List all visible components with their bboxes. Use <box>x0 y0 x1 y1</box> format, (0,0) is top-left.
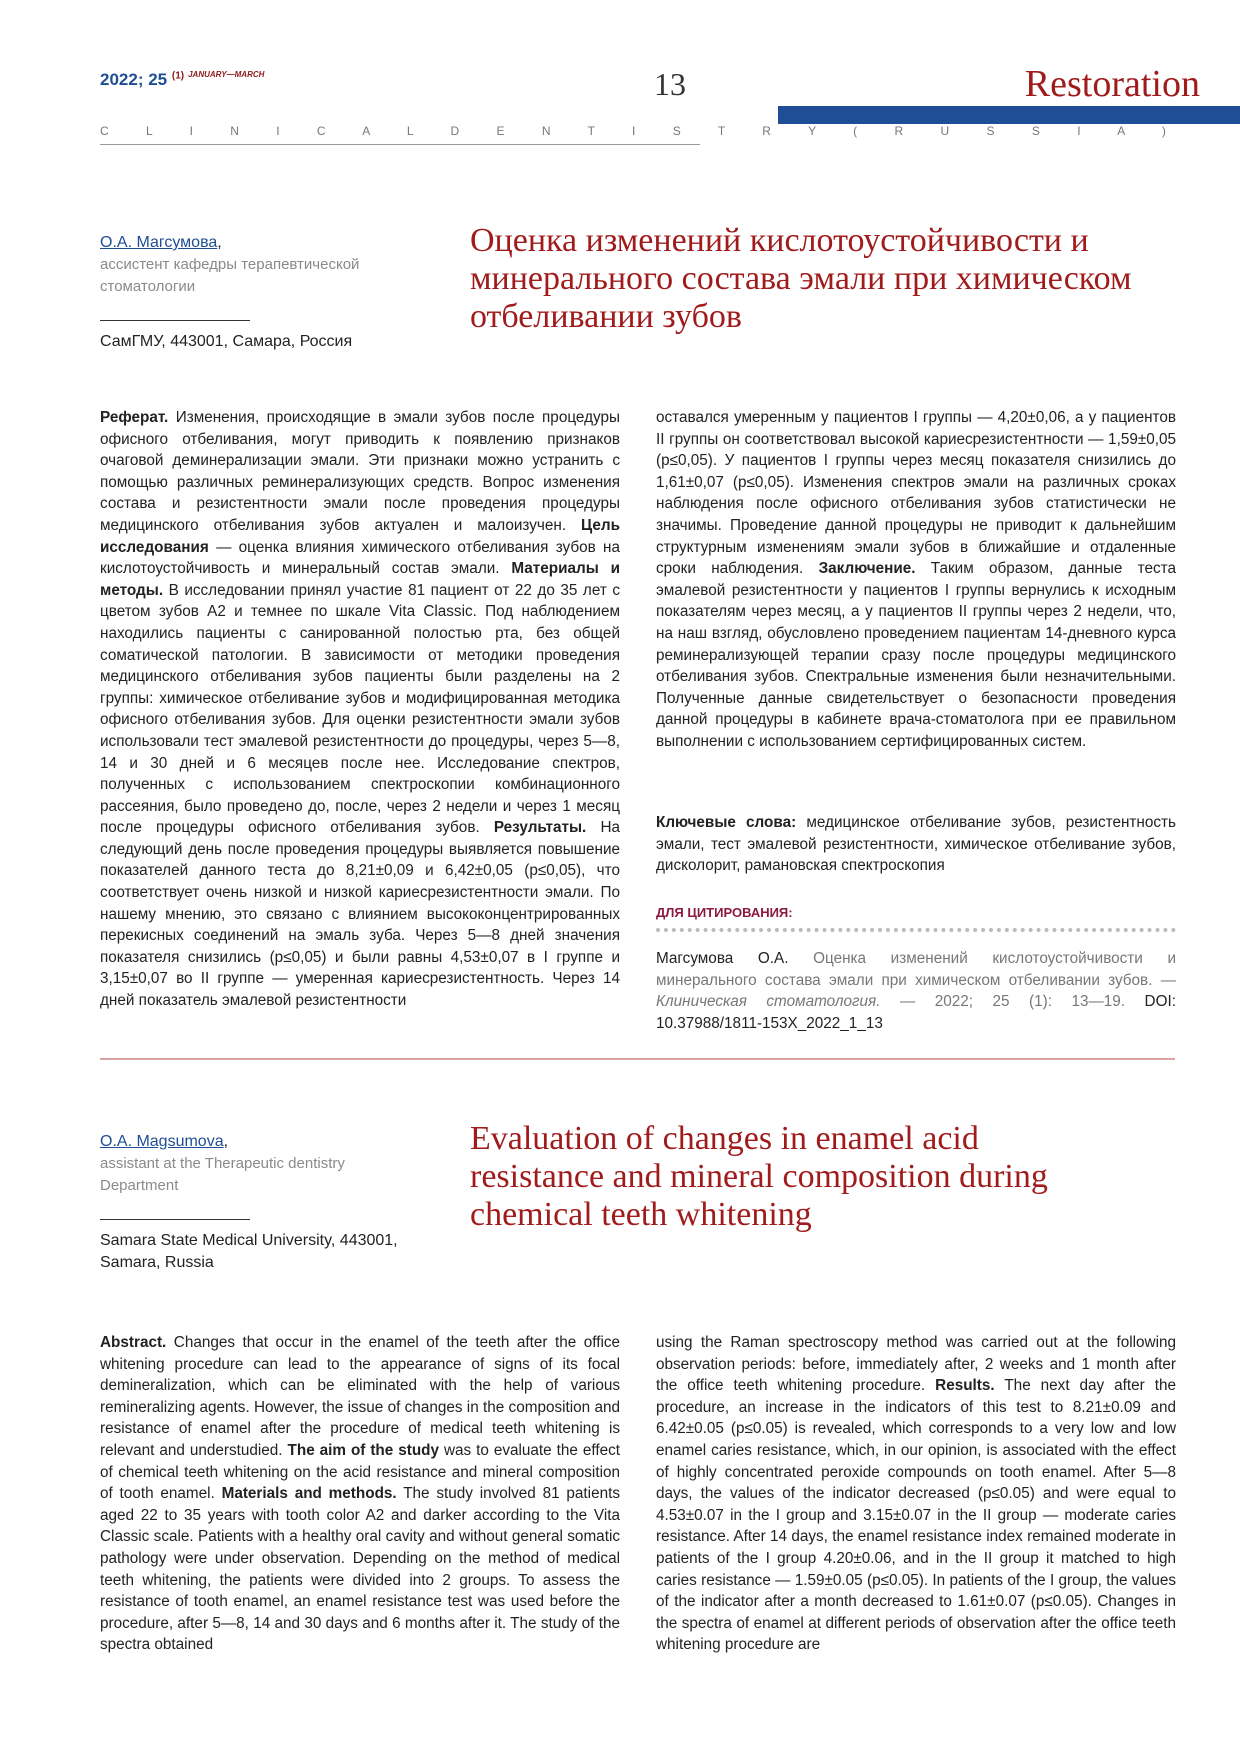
issue-info <box>100 70 264 90</box>
title-en: Evaluation of changes in enamel acid resistance and mineral composition during chemical teeth whitening <box>470 1120 1048 1233</box>
bold-heading: Заключение. <box>818 560 916 578</box>
abstract-text: The next day after the procedure, an increase in the indicators of this test to 8.21±0.09 and 6.42±0.05 (p≤0.05) is revealed, which corresponds to a very low and low enamel caries resistance, which, in our opinion, is associated with the effect of highly concentrated peroxide compounds on tooth enamel. After 5—8 days, the values of the indicator decreased (p≤0.05) and were equal to 4.53±0.07 in the I group and 3.15±0.07 in the II group — moderate caries resistance. After 14 days, the enamel resistance index remained moderate in patients of the I group 4.20±0.06, and in the II group it matched to high caries resistance — 1.59±0.05 (p≤0.05). In patients of the I group, the values of the indicator after a month decreased to 1.61±0.07 (p≤0.05). Changes in the spectra of enamel at different periods of observation after the office teeth whitening procedure are <box>656 1377 1176 1654</box>
cite-dots <box>656 928 1176 932</box>
cite-author: Магсумова О.А. <box>656 950 789 967</box>
bold-heading: Materials and methods. <box>221 1485 397 1503</box>
abstract-text: using the Raman spectroscopy method was carried out at the following observation periods: before, immediately after, 2 weeks and 1 month after the office teeth whitening procedure. <box>656 1334 1176 1395</box>
author-link-ru[interactable]: О.А. Магсумова <box>100 234 218 251</box>
bold-heading: Abstract. <box>100 1334 167 1351</box>
bold-heading: Результаты. <box>493 819 587 837</box>
abstract-en-left <box>100 1332 620 1656</box>
abstract-text: was to evaluate the effect of chemical teeth whitening on the acid resistance and mineral composition of tooth enamel. <box>100 1441 620 1503</box>
bold-heading: Цель исследования <box>100 516 620 556</box>
author-block-en: O.A. Magsumova, assistant at the Therapeutic dentistry Department Samara State Medical University, 443001, Samara, Russia <box>100 1131 400 1274</box>
abstract-text: Изменения, происходящие в эмали зубов после процедуры офисного отбеливания, могут приводить к появлению признаков очаговой деминерализации эмали. Эти признаки можно устранить с помощью различных реминерализующих средств. Вопрос изменения состава и резистентности эмали после проведения процедуры медицинского отбеливания зубов актуален и малоизучен. <box>100 409 620 534</box>
citation <box>656 948 1176 1034</box>
abstract-text: — оценка влияния химического отбеливания зубов на кислотоустойчивость и минеральный состав эмали. <box>100 538 620 578</box>
abstract-text: оставался умеренным у пациентов I группы — 4,20±0,06, а у пациентов II группы он соответствовал высокой кариесрезистентности — 1,59±0,05 (p≤0,05). У пациентов I группы через месяц показателя снизились до 1,61±0,07 (p≤0,05). Изменения спектров эмали на различных сроках наблюдения после офисного отбеливания зубов статистически не значимы. Проведение данной процедуры не приводит к дальнейшим структурным изменениям эмали зубов в ближайшие и отдаленные сроки наблюдения. <box>656 409 1176 578</box>
author-separator-en <box>100 1219 250 1220</box>
issue-number: 2022; 25 <box>100 70 168 89</box>
abstract-text: В исследовании принял участие 81 пациент от 22 до 35 лет с цветом зубов A2 и темнее по шкале Vita Classic. Под наблюдением находились пациенты с санированной полостью рта, без общей соматической патологии. В зависимости от методики проведения медицинского отбеливания зубов пациенты были разделены на 2 группы: химическое отбеливание зубов и модифицированная методика офисного отбеливания зубов. Для оценки резистентности эмали зубов использовали тест эмалевой резистентности до процедуры, через 5—8, 14 и 30 дней и 6 месяцев после нее. Исследование спектров, полученных с использованием спектроскопии комбинационного рассеяния, было проведено до, после, через 2 недели и через 1 месяц после процедуры офисного отбеливания зубов. <box>100 581 620 837</box>
section-bar <box>778 106 1240 124</box>
abstract-text: Changes that occur in the enamel of the teeth after the office whitening procedure can lead to the appearance of signs of its focal demineralization, which can be eliminated with the help of various remineralizing agents. However, the issue of changes in the composition and resistance of enamel after the procedure of medical teeth whitening is relevant and understudied. <box>100 1334 620 1459</box>
keywords-ru <box>656 812 1176 877</box>
section-divider <box>100 1058 1175 1060</box>
author-org-ru: СамГМУ, 443001, Самара, Россия <box>100 333 353 350</box>
bold-heading: The aim of the study <box>287 1441 440 1459</box>
author-separator-ru <box>100 320 250 321</box>
abstract-text: Таким образом, данные теста эмалевой резистентности у пациентов I группы вернулись к исходным показателям через месяц, а у пациентов II группы через 2 недели, что, на наш взгляд, обусловлено проведением пациентам 14-дневного курса реминерализующей терапии сразу после процедуры медицинского отбеливания зубов. Спектральные изменения были незначительными. Полученные данные свидетельствует о безопасности проведения данной процедуры в кабинете врача-стоматолога при ее правильном выполнении с использованием сертифицированных систем. <box>656 560 1176 750</box>
author-link-en[interactable]: O.A. Magsumova <box>100 1133 224 1150</box>
author-position-en: assistant at the Therapeutic dentistry Department <box>100 1155 345 1194</box>
author-block-ru: О.А. Магсумова, ассистент кафедры терапевтической стоматологии СамГМУ, 443001, Самара, Россия <box>100 232 400 353</box>
bold-heading: Материалы и методы. <box>100 560 620 599</box>
cite-title: Оценка изменений кислотоустойчивости и минерального состава эмали при химическом отбеливании зубов. — <box>656 950 1176 989</box>
title-ru: Оценка изменений кислотоустойчивости и минерального состава эмали при химическом отбеливании зубов <box>470 222 1132 335</box>
cite-rest: — 2022; 25 (1): 13—19. <box>880 993 1145 1011</box>
page-number: 13 <box>654 66 686 102</box>
journal-name: C L I N I C A L D E N T I S T R Y ( R U S S I A ) <box>100 124 1183 138</box>
header-rule <box>100 144 700 145</box>
author-org-en: Samara State Medical University, 443001, Samara, Russia <box>100 1232 398 1271</box>
issue-range: JANUARY—MARCH <box>188 70 265 79</box>
keywords-label: Ключевые слова: <box>656 814 797 831</box>
issue-sup: (1) <box>171 70 185 82</box>
abstract-ru-left <box>100 407 620 1012</box>
cite-doi[interactable]: DOI: 10.37988/1811-153X_2022_1_13 <box>656 993 1176 1032</box>
keywords-text: медицинское отбеливание зубов, резистентность эмали, тест эмалевой резистентности, химическое отбеливание зубов, дисколорит, рамановская спектроскопия <box>656 814 1176 875</box>
bold-heading: Results. <box>935 1377 995 1395</box>
abstract-ru-right <box>656 407 1176 753</box>
cite-journal: Клиническая стоматология. <box>656 993 881 1011</box>
cite-heading: ДЛЯ ЦИТИРОВАНИЯ: <box>656 905 793 920</box>
author-position-ru: ассистент кафедры терапевтической стоматологии <box>100 256 360 295</box>
abstract-text: На следующий день после проведения процедуры выявляется повышение показателей данного теста до 8,21±0,09 и 6,42±0,05 (p≤0,05), что соответствует очень низкой и низкой кариесрезистентности эмали. По нашему мнению, это связано с влиянием высококонцентрированных перекисных соединений на эмаль зуба. Через 5—8 дней значения показателя снизились (p≤0,05) и были равны 4,53±0,07 в I группе и 3,15±0,07 во II группе — умеренная кариесрезистентность. Через 14 дней показатель эмалевой резистентности <box>100 819 620 1010</box>
bold-heading: Реферат. <box>100 409 169 426</box>
section-title: Restoration <box>1024 63 1200 105</box>
abstract-text: The study involved 81 patients aged 22 to 35 years with tooth color A2 and darker according to the Vita Classic scale. Patients with a healthy oral cavity and without general somatic pathology were under observation. Depending on the method of medical teeth whitening, the patients were divided into 2 groups. To assess the resistance of tooth enamel, an enamel resistance test was used before the procedure, after 5—8, 14 and 30 days and 6 months after it. The study of the spectra obtained <box>100 1485 620 1654</box>
abstract-en-right <box>656 1332 1176 1656</box>
